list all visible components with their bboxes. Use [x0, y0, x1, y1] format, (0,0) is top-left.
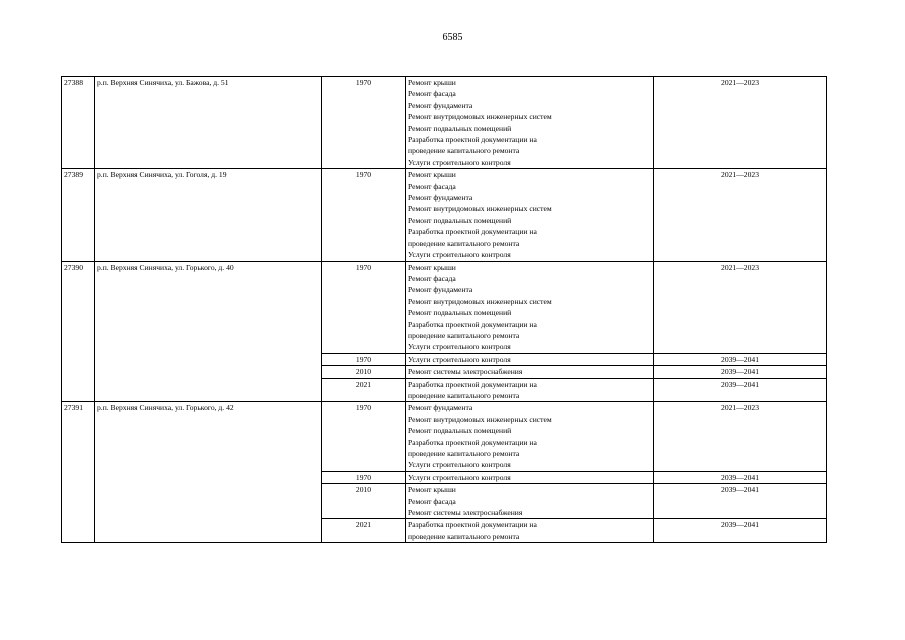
work-item: Ремонт фундамента	[408, 100, 473, 110]
work-item: Услуги строительного контроля	[408, 250, 511, 260]
period-cell: 2021—2023	[654, 261, 827, 353]
works-cell	[406, 261, 654, 353]
work-item: Разработка проектной документации на	[408, 319, 537, 329]
repair-schedule-table	[61, 76, 827, 543]
work-item: Услуги строительного контроля	[408, 460, 511, 470]
works-cell	[406, 378, 654, 402]
works-cell	[406, 402, 654, 471]
year-cell: 2010	[322, 366, 406, 378]
address-cell: р.п. Верхняя Синячиха, ул. Бажова, д. 51	[95, 77, 322, 169]
table-row	[62, 77, 827, 169]
address-cell: р.п. Верхняя Синячиха, ул. Горького, д. 40	[95, 261, 322, 402]
work-item: Ремонт фундамента	[408, 285, 473, 295]
period-cell: 2021—2023	[654, 169, 827, 261]
year-cell: 1970	[322, 169, 406, 261]
period-cell: 2039—2041	[654, 471, 827, 483]
work-item: Ремонт фасада	[408, 496, 456, 506]
page-number: 6585	[442, 32, 463, 43]
work-item: Ремонт крыши	[408, 485, 456, 495]
work-item: Ремонт крыши	[408, 170, 456, 180]
work-item: проведение капитального ремонта	[408, 146, 520, 156]
work-item: Разработка проектной документации на	[408, 437, 537, 447]
period-cell: 2039—2041	[654, 519, 827, 543]
building-id-cell: 27389	[62, 169, 95, 261]
work-item: Разработка проектной документации на	[408, 135, 537, 145]
period-cell: 2039—2041	[654, 378, 827, 402]
work-item: Ремонт подвальных помещений	[408, 308, 512, 318]
work-item: Услуги строительного контроля	[408, 157, 511, 167]
address-cell: р.п. Верхняя Синячиха, ул. Горького, д. 42	[95, 402, 322, 543]
work-item: Ремонт крыши	[408, 262, 456, 272]
year-cell: 2021	[322, 519, 406, 543]
year-cell: 1970	[322, 402, 406, 471]
works-cell	[406, 353, 654, 365]
period-cell: 2021—2023	[654, 402, 827, 471]
work-item: Ремонт подвальных помещений	[408, 123, 512, 133]
work-item: Ремонт внутридомовых инженерных систем	[408, 204, 552, 214]
period-cell: 2039—2041	[654, 366, 827, 378]
work-item: Ремонт фасада	[408, 89, 456, 99]
period-cell: 2039—2041	[654, 484, 827, 519]
year-cell: 1970	[322, 353, 406, 365]
period-cell: 2021—2023	[654, 77, 827, 169]
building-id-cell: 27388	[62, 77, 95, 169]
year-cell: 1970	[322, 261, 406, 353]
table-row	[62, 402, 827, 471]
work-item: Разработка проектной документации на	[408, 227, 537, 237]
work-item: Ремонт крыши	[408, 78, 456, 87]
works-cell	[406, 366, 654, 378]
work-item: Разработка проектной документации на	[408, 520, 537, 530]
year-cell: 2021	[322, 378, 406, 402]
year-cell: 1970	[322, 471, 406, 483]
work-item: Ремонт внутридомовых инженерных систем	[408, 112, 552, 122]
work-item: проведение капитального ремонта	[408, 390, 520, 400]
works-cell	[406, 169, 654, 261]
work-item: проведение капитального ремонта	[408, 449, 520, 458]
address-cell: р.п. Верхняя Синячиха, ул. Гоголя, д. 19	[95, 169, 322, 261]
work-item: Услуги строительного контроля	[408, 354, 511, 364]
works-cell	[406, 471, 654, 483]
works-cell	[406, 77, 654, 169]
building-id-cell: 27391	[62, 402, 95, 543]
works-cell	[406, 484, 654, 519]
year-cell: 1970	[322, 77, 406, 169]
table-row	[62, 169, 827, 261]
work-item: Ремонт внутридомовых инженерных систем	[408, 296, 552, 306]
work-item: проведение капитального ремонта	[408, 238, 520, 248]
work-item: Услуги строительного контроля	[408, 472, 511, 482]
year-cell: 2010	[322, 484, 406, 519]
work-item: Ремонт фундамента	[408, 193, 473, 203]
work-item: Ремонт внутридомовых инженерных систем	[408, 414, 552, 424]
work-item: проведение капитального ремонта	[408, 531, 520, 541]
work-item: Ремонт фасада	[408, 181, 456, 191]
work-item: Ремонт подвальных помещений	[408, 426, 512, 436]
period-cell: 2039—2041	[654, 353, 827, 365]
work-item: Разработка проектной документации на	[408, 379, 537, 389]
work-item: Ремонт системы электроснабжения	[408, 508, 523, 518]
building-id-cell: 27390	[62, 261, 95, 402]
table-body	[62, 77, 827, 543]
work-item: Ремонт фасада	[408, 273, 456, 283]
works-cell	[406, 519, 654, 543]
table-row	[62, 261, 827, 353]
work-item: проведение капитального ремонта	[408, 330, 520, 340]
work-item: Услуги строительного контроля	[408, 342, 511, 352]
work-item: Ремонт подвальных помещений	[408, 215, 512, 225]
work-item: Ремонт фундамента	[408, 403, 473, 413]
work-item: Ремонт системы электроснабжения	[408, 367, 523, 377]
